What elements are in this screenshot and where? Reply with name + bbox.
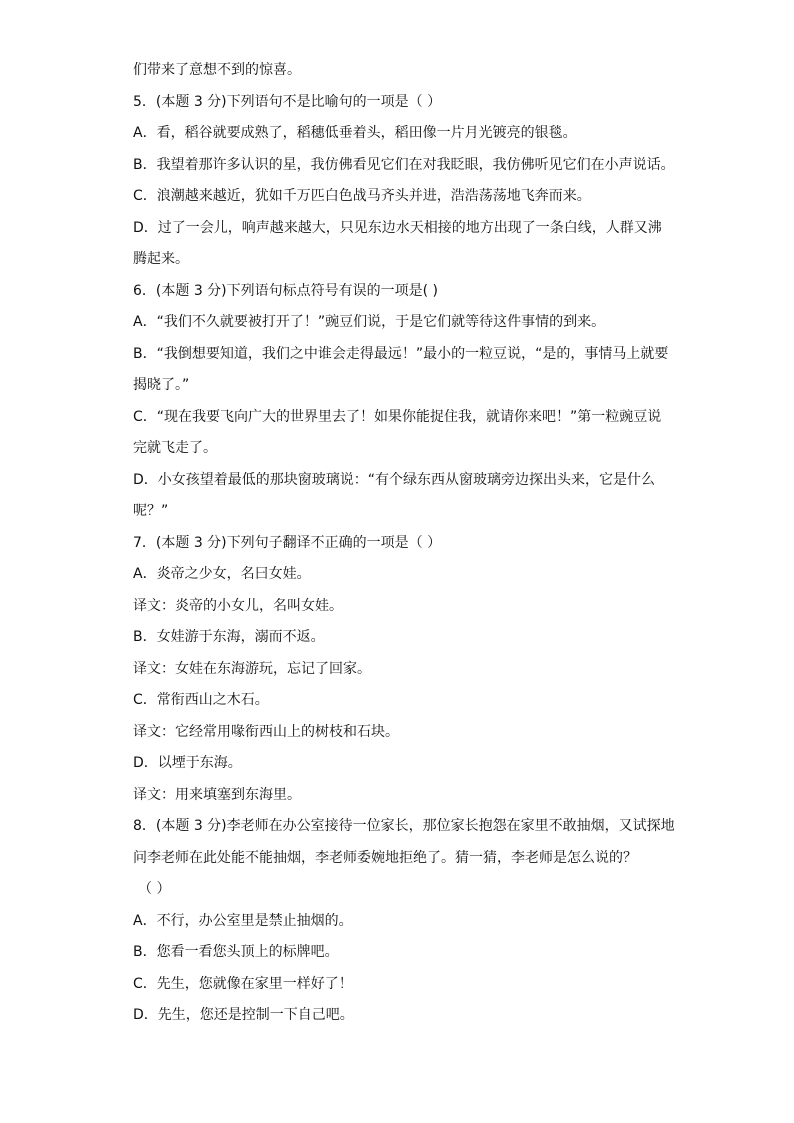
question-6-option-d: D．小女孩望着最低的那块窗玻璃说：“有个绿东西从窗玻璃旁边探出头来，它是什么 <box>133 471 656 488</box>
question-8-option-d: D．先生，您还是控制一下自己吧。 <box>133 1007 354 1023</box>
question-5-option-c: C．浪潮越来越近，犹如千万匹白色战马齐头并进，浩浩荡荡地飞奔而来。 <box>133 188 591 204</box>
question-7-option-d: D．以堙于东海。 <box>133 755 242 771</box>
question-8-option-a: A．不行，办公室里是禁止抽烟的。 <box>133 912 353 929</box>
question-6-option-a: A．“我们不久就要被打开了！”豌豆们说，于是它们就等待这件事情的到来。 <box>133 314 606 330</box>
question-8-answer-bracket: （ ） <box>138 881 171 897</box>
question-6-option-c: C．“现在我要飞向广大的世界里去了！如果你能捉住我，就请你来吧！”第一粒豌豆说 <box>133 408 662 425</box>
question-5-option-d: D．过了一会儿，响声越来越大，只见东边水天相接的地方出现了一条白线，人群又沸 <box>133 219 662 236</box>
question-6-option-c-cont: 完就飞走了。 <box>133 440 217 456</box>
question-7-option-b: B．女娃游于东海，溺而不返。 <box>133 629 325 645</box>
question-8-option-c: C．先生，您就像在家里一样好了！ <box>133 975 353 992</box>
question-7-option-c-translation: 译文：它经常用喙衔西山上的树枝和石块。 <box>133 723 399 740</box>
question-6-option-b-cont: 揭晓了。” <box>133 377 190 393</box>
question-6-option-b: B．“我倒想要知道，我们之中谁会走得最远！”最小的一粒豆说，“是的，事情马上就要 <box>133 345 669 362</box>
question-7-option-c: C．常衔西山之木石。 <box>133 692 269 708</box>
question-6-stem: 6．(本题 3 分)下列语句标点符号有误的一项是( ) <box>133 282 439 299</box>
question-8-stem: 8．(本题 3 分)李老师在办公室接待一位家长，那位家长抱怨在家里不敢抽烟，又试探地 <box>133 818 675 834</box>
question-7-option-a-translation: 译文：炎帝的小女儿，名叫女娃。 <box>133 597 343 614</box>
text-line: 们带来了意想不到的惊喜。 <box>133 62 301 78</box>
question-5-option-d-cont: 腾起来。 <box>133 251 189 267</box>
question-5-stem: 5．(本题 3 分)下列语句不是比喻句的一项是（ ） <box>133 93 442 110</box>
question-8-option-b: B．您看一看您头顶上的标牌吧。 <box>133 944 339 960</box>
question-7-option-b-translation: 译文：女娃在东海游玩，忘记了回家。 <box>133 660 371 677</box>
question-5-option-b: B．我望着那许多认识的星，我仿佛看见它们在对我眨眼，我仿佛听见它们在小声说话。 <box>133 156 675 173</box>
question-6-option-d-cont: 呢？” <box>133 503 169 519</box>
question-7-option-a: A．炎帝之少女，名曰女娃。 <box>133 566 311 582</box>
question-8-stem-cont: 问李老师在此处能不能抽烟，李老师委婉地拒绝了。猜一猜，李老师是怎么说的？ <box>133 849 637 866</box>
question-5-option-a: A．看，稻谷就要成熟了，稻穗低垂着头，稻田像一片月光镀亮的银毯。 <box>133 125 577 141</box>
question-7-stem: 7．(本题 3 分)下列句子翻译不正确的一项是（ ） <box>133 534 442 551</box>
question-7-option-d-translation: 译文：用来填塞到东海里。 <box>133 786 301 803</box>
document-page <box>133 60 673 1037</box>
